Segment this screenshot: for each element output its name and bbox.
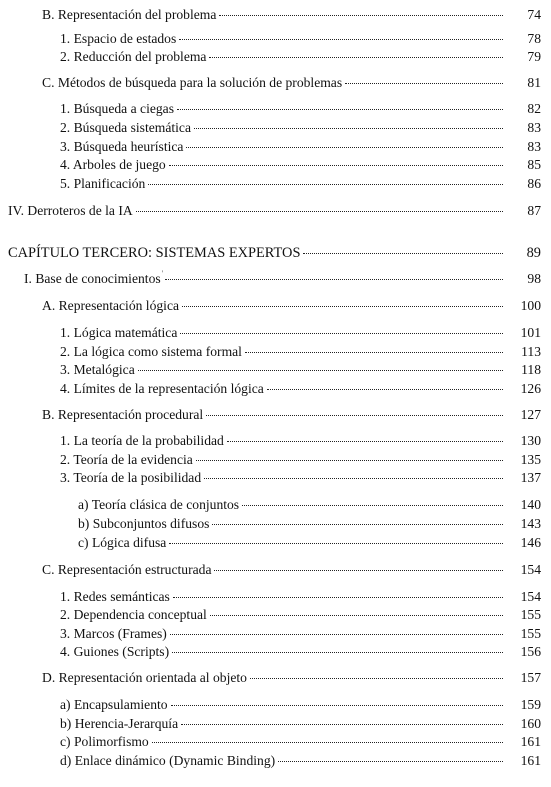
- toc-entry-label: d) Enlace dinámico (Dynamic Binding): [60, 753, 276, 768]
- toc-entry: [60, 381, 541, 397]
- dot-leader: [209, 57, 503, 58]
- toc-entry-page: 155: [520, 607, 541, 622]
- toc-entry-page: 161: [520, 734, 541, 749]
- dot-leader: [165, 279, 503, 280]
- toc-entry-label: C. Métodos de búsqueda para la solución de problemas: [42, 75, 343, 90]
- toc-entry: [60, 120, 541, 136]
- toc-entry-page: 156: [520, 644, 541, 659]
- dot-leader: [204, 478, 503, 479]
- toc-entry-page: 135: [520, 452, 541, 467]
- toc-entry-label: 4. Arboles de juego: [60, 157, 166, 172]
- dot-leader: [180, 333, 503, 334]
- dot-leader: [182, 306, 503, 307]
- toc-entry-label: 5. Planificación: [60, 176, 146, 191]
- toc-entry-page: 85: [527, 157, 541, 172]
- toc-entry-page: 81: [527, 75, 541, 90]
- dot-leader: [152, 742, 503, 743]
- toc-entry-page: 161: [520, 753, 541, 768]
- dot-leader: [186, 147, 503, 148]
- dot-leader: [245, 352, 503, 353]
- toc-entry-label: B. Representación del problema: [42, 7, 217, 22]
- dot-leader: [173, 597, 503, 598]
- toc-entry-page: 74: [527, 7, 541, 22]
- dot-leader: [242, 505, 503, 506]
- toc-entry-label: 1. Espacio de estados: [60, 31, 177, 46]
- dot-leader: [210, 615, 503, 616]
- ink-mark: ': [161, 269, 164, 278]
- toc-entry-page: 83: [527, 139, 541, 154]
- toc-entry-page: 86: [527, 176, 541, 191]
- toc-entry: [42, 7, 541, 23]
- toc-entry-label: 1. Redes semánticas: [60, 589, 170, 604]
- toc-entry-label: 4. Límites de la representación lógica: [60, 381, 264, 396]
- toc-entry-page: 100: [520, 298, 541, 313]
- toc-entry: [60, 607, 541, 623]
- toc-entry: [42, 75, 541, 91]
- dot-leader: [177, 109, 503, 110]
- toc-entry: [60, 697, 541, 713]
- toc-entry-label: 1. La teoría de la probabilidad: [60, 433, 224, 448]
- dot-leader: [196, 460, 503, 461]
- toc-entry-label: b) Subconjuntos difusos: [78, 516, 210, 531]
- toc-entry: [60, 139, 541, 155]
- toc-entry: [60, 644, 541, 660]
- toc-entry: [60, 433, 541, 449]
- toc-entry-page: 127: [520, 407, 541, 422]
- dot-leader: [179, 39, 503, 40]
- toc-entry-label: 2. Búsqueda sistemática: [60, 120, 191, 135]
- dot-leader: [172, 652, 503, 653]
- dot-leader: [278, 761, 503, 762]
- toc-entry-page: 83: [527, 120, 541, 135]
- toc-entry-page: 154: [520, 562, 541, 577]
- toc-entry-label: c) Polimorfismo: [60, 734, 149, 749]
- toc-entry: [60, 344, 541, 360]
- toc-entry: [24, 271, 541, 289]
- dot-leader: [194, 128, 503, 129]
- toc-entry-page: 87: [527, 203, 541, 218]
- dot-leader: [214, 570, 503, 571]
- toc-entry-label: 3. Búsqueda heurística: [60, 139, 184, 154]
- toc-entry-label: 2. La lógica como sistema formal: [60, 344, 242, 359]
- toc-entry-label: A. Representación lógica: [42, 298, 180, 313]
- toc-entry-label: 3. Metalógica: [60, 362, 135, 377]
- toc-entry: [60, 734, 541, 750]
- dot-leader: [212, 524, 503, 525]
- dot-leader: [206, 415, 503, 416]
- toc-entry-page: 146: [520, 535, 541, 550]
- toc-entry: [60, 325, 541, 341]
- toc-entry: [60, 589, 541, 605]
- dot-leader: [267, 389, 503, 390]
- dot-leader: [136, 211, 503, 212]
- toc-entry-label: 2. Dependencia conceptual: [60, 607, 207, 622]
- toc-entry-page: 98: [527, 271, 541, 286]
- toc-entry-label: C. Representación estructurada: [42, 562, 212, 577]
- toc-entry-label: 3. Teoría de la posibilidad: [60, 470, 202, 485]
- toc-entry-label: b) Herencia-Jerarquía: [60, 716, 179, 731]
- toc-entry: [60, 452, 541, 468]
- toc-entry-label: 2. Teoría de la evidencia: [60, 452, 193, 467]
- toc-entry: [78, 535, 541, 551]
- toc-entry-page: 79: [527, 49, 541, 64]
- toc-entry: [42, 407, 541, 423]
- toc-entry: [78, 516, 541, 532]
- toc-entry: [60, 626, 541, 642]
- toc-entry: [42, 670, 541, 686]
- dot-leader: [169, 543, 503, 544]
- dot-leader: [170, 634, 503, 635]
- toc-entry: [60, 362, 541, 378]
- toc-entry: [42, 298, 541, 314]
- toc-entry-label: IV. Derroteros de la IA: [8, 203, 133, 218]
- dot-leader: [227, 441, 503, 442]
- dot-leader: [169, 165, 503, 166]
- toc-entry: [42, 562, 541, 578]
- toc-chapter-entry: [8, 245, 541, 261]
- toc-entry-label: B. Representación procedural: [42, 407, 204, 422]
- toc-entry: [60, 31, 541, 47]
- toc-entry-page: 159: [520, 697, 541, 712]
- toc-entry-page: 78: [527, 31, 541, 46]
- toc-entry-label: I. Base de conocimientos: [24, 271, 161, 286]
- toc-entry-page: 160: [520, 716, 541, 731]
- toc-entry-label: c) Lógica difusa: [78, 535, 167, 550]
- toc-entry: [78, 497, 541, 513]
- dot-leader: [303, 253, 503, 254]
- toc-entry: [60, 49, 541, 65]
- toc-entry: [60, 470, 541, 486]
- toc-entry-page: 137: [520, 470, 541, 485]
- dot-leader: [148, 184, 503, 185]
- toc-entry-page: 89: [526, 245, 541, 261]
- toc-entry-page: 113: [521, 344, 541, 359]
- toc-entry: [60, 753, 541, 769]
- dot-leader: [171, 705, 503, 706]
- toc-entry-label: 2. Reducción del problema: [60, 49, 207, 64]
- toc-entry-page: 157: [520, 670, 541, 685]
- dot-leader: [219, 15, 503, 16]
- toc-entry-label: 3. Marcos (Frames): [60, 626, 167, 641]
- toc-entry-label: D. Representación orientada al objeto: [42, 670, 247, 685]
- toc-entry: [60, 157, 541, 173]
- toc-entry-page: 143: [520, 516, 541, 531]
- toc-entry-label: 1. Lógica matemática: [60, 325, 178, 340]
- dot-leader: [250, 678, 503, 679]
- toc-entry-page: 154: [520, 589, 541, 604]
- toc-entry-label: 4. Guiones (Scripts): [60, 644, 170, 659]
- toc-entry-page: 101: [520, 325, 541, 340]
- toc-entry-page: 155: [520, 626, 541, 641]
- dot-leader: [138, 370, 503, 371]
- toc-entry-page: 126: [520, 381, 541, 396]
- toc-entry-page: 82: [527, 101, 541, 116]
- toc-entry-label: a) Teoría clásica de conjuntos: [78, 497, 240, 512]
- toc-entry: [60, 176, 541, 192]
- dot-leader: [181, 724, 503, 725]
- toc-entry: [60, 716, 541, 732]
- dot-leader: [345, 83, 503, 84]
- toc-entry-page: 130: [520, 433, 541, 448]
- toc-entry: [8, 203, 541, 219]
- toc-entry-label: 1. Búsqueda a ciegas: [60, 101, 175, 116]
- toc-chapter-label: CAPÍTULO TERCERO: SISTEMAS EXPERTOS: [8, 245, 301, 261]
- toc-entry: [60, 101, 541, 117]
- toc-entry-page: 140: [520, 497, 541, 512]
- toc-entry-label: a) Encapsulamiento: [60, 697, 168, 712]
- toc-entry-page: 118: [521, 362, 541, 377]
